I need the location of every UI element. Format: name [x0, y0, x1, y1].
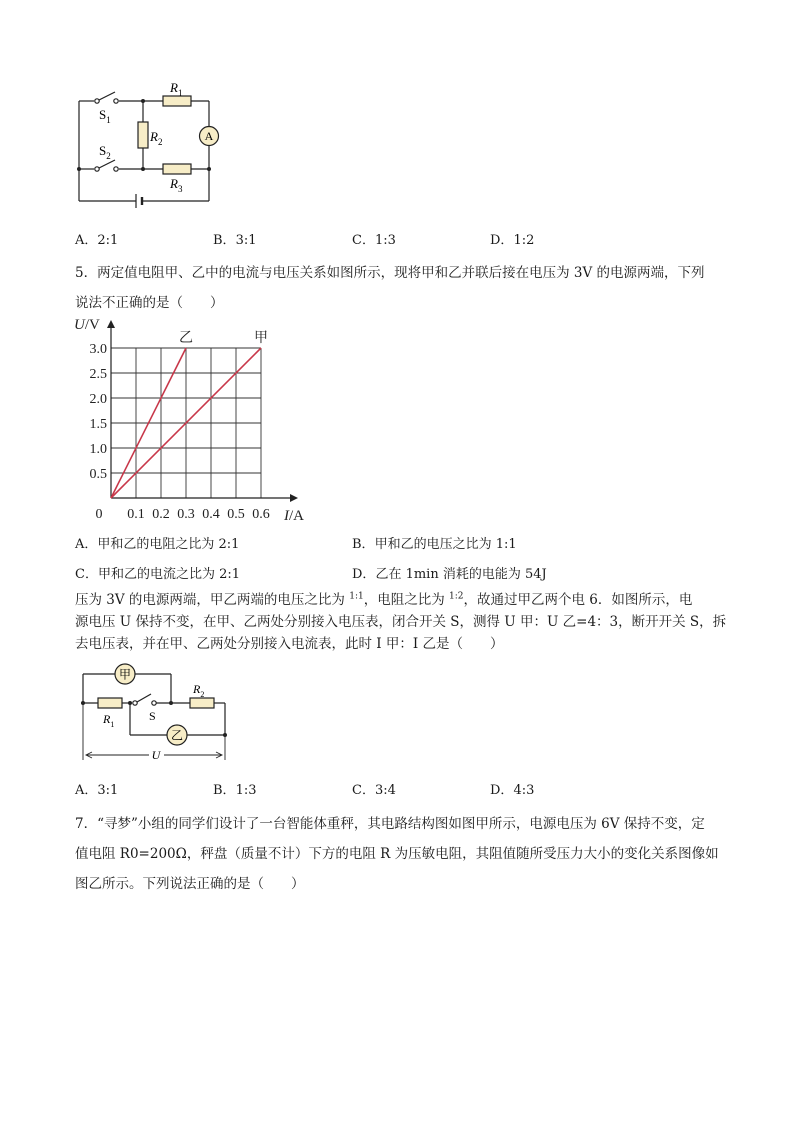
- q7-stem-line2: 值电阻 R0=200Ω，秤盘（质量不计）下方的电阻 R 为压敏电阻，其阻值随所受压力大小的变化关系图像如: [75, 846, 719, 862]
- q4-option-a: A．2:1: [75, 233, 119, 248]
- x-axis-label: I/A: [284, 508, 304, 524]
- y-tick-label: 2.0: [89, 392, 107, 407]
- svg-text:R3: $R_3$: [170, 176, 183, 194]
- q6-s-label: S: [149, 709, 156, 723]
- q6-option-c: C．3:4: [352, 783, 396, 798]
- origin-label: 0: [95, 507, 103, 522]
- q5-option-c: C．甲和乙的电流之比为 2:1: [75, 567, 241, 582]
- q6-stem-line1: 压为 3V 的电源两端，甲乙两端的电压之比为 $^{1:1}$，电阻之比为 $^{1:2}$，故通过甲乙两个电 6．如图所示，电: [75, 591, 693, 608]
- q5-u-i-chart: [70, 312, 320, 527]
- q5-stem-line1: 5．两定值电阻甲、乙中的电流与电压关系如图所示，现将甲和乙并联后接在电压为 3V 的电源两端，下列: [75, 265, 705, 281]
- q5-option-b: B．甲和乙的电压之比为 1:1: [352, 537, 517, 552]
- ammeter-label: A: [204, 129, 214, 143]
- x-tick-label: 0.4: [202, 507, 220, 522]
- q6-circuit-diagram: [72, 660, 242, 772]
- q6-stem-line3: 去电压表，并在甲、乙两处分别接入电流表，此时 I 甲：I 乙是（ ）: [75, 636, 504, 652]
- series-label-yi: 乙: [179, 331, 193, 346]
- svg-text:S1: $S_1$: [99, 107, 111, 125]
- q6-stem-line2: 源电压 U 保持不变，在甲、乙两处分别接入电压表，闭合开关 S，测得 U 甲：U 乙=4：3，断开开关 S，拆: [75, 614, 727, 630]
- x-tick-label: 0.5: [227, 507, 245, 522]
- q6-option-a: A．3:1: [75, 783, 119, 798]
- q6-u-label: U: [151, 748, 161, 762]
- q6-r2-label: R: [193, 682, 201, 696]
- q4-option-c: C．1:3: [352, 233, 396, 248]
- series-label-jia: 甲: [254, 331, 268, 346]
- x-tick-label: 0.3: [177, 507, 195, 522]
- r2-label: R: [150, 129, 158, 144]
- y-tick-label: 3.0: [89, 342, 107, 357]
- q5-option-a: A．甲和乙的电阻之比为 2:1: [75, 537, 240, 552]
- svg-text:R1: $R_1$: [103, 712, 115, 729]
- svg-text:R1: $R_1$: [170, 80, 183, 98]
- q7-stem-line3: 图乙所示。下列说法正确的是（ ）: [75, 876, 305, 892]
- q4-circuit-diagram: [70, 78, 230, 218]
- yi-meter-label: 乙: [170, 728, 184, 743]
- x-axis-arrow: [290, 494, 298, 502]
- q5-option-d: D．乙在 1min 消耗的电能为 54J: [352, 567, 547, 582]
- y-tick-label: 0.5: [89, 467, 107, 482]
- y-axis-label: U/V: [74, 317, 100, 333]
- q6-option-b: B．1:3: [213, 783, 257, 798]
- q7-stem-line1: 7．“寻梦”小组的同学们设计了一台智能体重秤，其电路结构图如图甲所示，电源电压为 6V 保持不变，定: [75, 816, 705, 832]
- x-tick-label: 0.1: [127, 507, 145, 522]
- y-axis-arrow: [107, 320, 115, 328]
- x-tick-label: 0.2: [152, 507, 170, 522]
- s1-label: S: [99, 107, 107, 122]
- svg-text:R2: $R_2$: [193, 682, 205, 699]
- x-tick-label: 0.6: [252, 507, 270, 522]
- s2-label: S: [99, 143, 107, 158]
- r1-label: R: [170, 80, 178, 95]
- q4-option-d: D．1:2: [490, 233, 535, 248]
- svg-text:R2: $R_2$: [150, 129, 163, 147]
- q5-stem-line2: 说法不正确的是（ ）: [75, 295, 224, 311]
- y-tick-label: 2.5: [89, 367, 107, 382]
- y-tick-label: 1.0: [89, 442, 107, 457]
- q6-r1-label: R: [103, 712, 111, 726]
- y-tick-label: 1.5: [89, 417, 107, 432]
- jia-meter-label: 甲: [118, 667, 132, 682]
- q4-option-b: B．3:1: [213, 233, 257, 248]
- svg-text:S2: $S_2$: [99, 143, 111, 161]
- r3-label: R: [170, 176, 178, 191]
- q6-option-d: D．4:3: [490, 783, 535, 798]
